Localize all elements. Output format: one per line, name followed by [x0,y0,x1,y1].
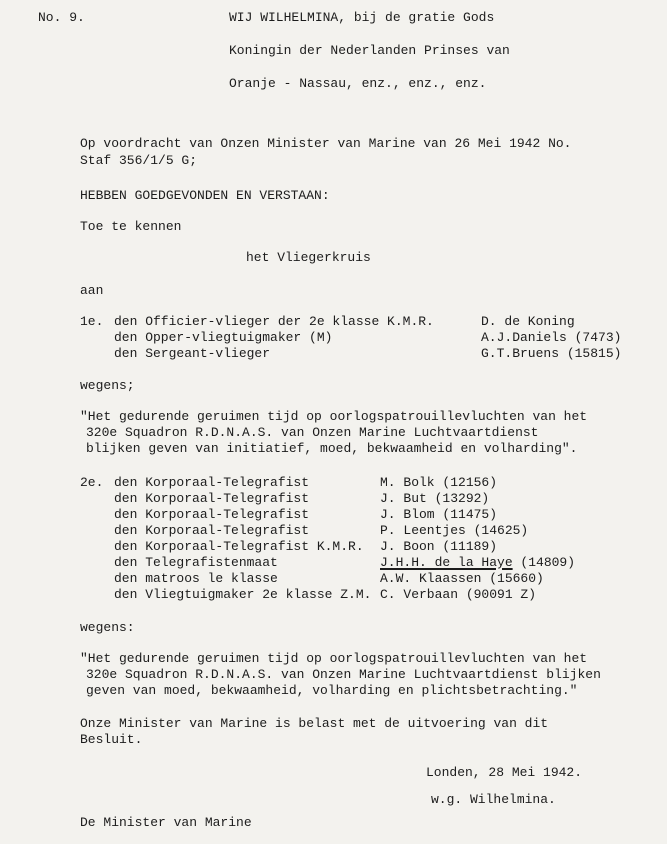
group-1-name: G.T.Bruens (15815) [481,346,622,361]
citation-1-line-3: blijken geven van initiatief, moed, bekwaamheid en volharding". [86,441,578,456]
group-2-name-underlined: J.H.H. de la Haye [380,555,513,570]
group-2-name-line [380,555,575,571]
recipients-label: aan [80,283,104,298]
group-2-name: J. But (13292) [380,491,490,506]
preamble-line-2: Staf 356/1/5 G; [80,153,198,168]
citation-2-line-3: geven van moed, bekwaamheid, volharding en plichtsbetrachting." [86,683,578,698]
group-2-rank: den Korporaal-Telegrafist [114,491,310,506]
minister-footer: De Minister van Marine [80,815,252,830]
award-intro: Toe te kennen [80,219,182,234]
group-2-rank: den Telegrafistenmaat [114,555,278,570]
because-label-1: wegens; [80,378,135,393]
group-2-name: A.W. Klaassen (15660) [380,571,544,586]
group-1-rank: den Opper-vliegtuigmaker (M) [114,330,333,345]
header-line-3: Oranje - Nassau, enz., enz., enz. [229,76,487,91]
citation-2-line-2: 320e Squadron R.D.N.A.S. van Onzen Marine Luchtvaartdienst blijken [86,667,601,682]
group-2-rank: den Korporaal-Telegrafist K.M.R. [114,539,364,554]
citation-1-line-1: "Het gedurende geruimen tijd op oorlogspatrouillevluchten van het [80,409,588,424]
decree-heading: HEBBEN GOEDGEVONDEN EN VERSTAAN: [80,188,330,203]
execution-line-1: Onze Minister van Marine is belast met de uitvoering van dit [80,716,549,731]
header-line-2: Koningin der Nederlanden Prinses van [229,43,510,58]
preamble-line-1: Op voordracht van Onzen Minister van Marine van 26 Mei 1942 No. [80,136,572,151]
group-2-name: J. Blom (11475) [380,507,498,522]
group-1-name: A.J.Daniels (7473) [481,330,622,345]
header-line-1: WIJ WILHELMINA, bij de gratie Gods [229,10,495,25]
group-2-name: C. Verbaan (90091 Z) [380,587,537,602]
place-date: Londen, 28 Mei 1942. [426,765,583,780]
award-name: het Vliegerkruis [246,250,371,265]
group-2-name: M. Bolk (12156) [380,475,498,490]
document-number: No. 9. [38,10,85,25]
group-1-name: D. de Koning [481,314,575,329]
group-2-name-suffix: (14809) [512,555,576,570]
group-2-number: 2e. [80,475,104,490]
signature: w.g. Wilhelmina. [431,792,556,807]
group-1-number: 1e. [80,314,104,329]
group-1-rank: den Officier-vlieger der 2e klasse K.M.R. [114,314,434,329]
group-2-rank: den matroos le klasse [114,571,278,586]
execution-line-2: Besluit. [80,732,143,747]
group-2-rank: den Korporaal-Telegrafist [114,523,310,538]
citation-2-line-1: "Het gedurende geruimen tijd op oorlogspatrouillevluchten van het [80,651,588,666]
group-1-rank: den Sergeant-vlieger [114,346,271,361]
group-2-rank: den Korporaal-Telegrafist [114,475,310,490]
group-2-rank: den Vliegtuigmaker 2e klasse Z.M. [114,587,372,602]
citation-1-line-2: 320e Squadron R.D.N.A.S. van Onzen Marine Luchtvaartdienst [86,425,539,440]
group-2-name: J. Boon (11189) [380,539,498,554]
because-label-2: wegens: [80,620,135,635]
group-2-rank: den Korporaal-Telegrafist [114,507,310,522]
group-2-name: P. Leentjes (14625) [380,523,529,538]
